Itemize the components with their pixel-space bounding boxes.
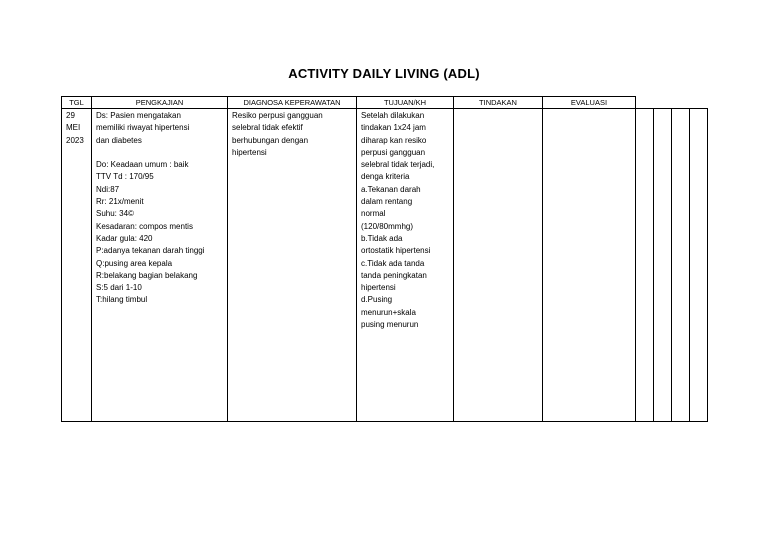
cell-extra	[654, 109, 672, 422]
do-line: Do: Keadaan umum : baik	[96, 160, 189, 170]
cell-extra	[636, 109, 654, 422]
do-line: Ndi:87	[96, 184, 120, 194]
tujuan-line: hipertensi	[361, 283, 396, 293]
header-tujuan: TUJUAN/KH	[357, 97, 454, 109]
tujuan-line: (120/80mmhg)	[361, 221, 414, 231]
do-line: S:5 dari 1-10	[96, 283, 142, 293]
page-title: ACTIVITY DAILY LIVING (ADL)	[288, 66, 480, 81]
do-line: R:belakang bagian belakang	[96, 270, 198, 280]
tujuan-line: pusing menurun	[361, 320, 419, 330]
header-empty	[690, 97, 708, 109]
tujuan-line: menurun+skala	[361, 307, 416, 317]
tujuan-line: tanda peningkatan	[361, 270, 427, 280]
do-line: Suhu: 34©	[96, 209, 134, 219]
cell-extra	[672, 109, 690, 422]
tujuan-line: perpusi gangguan	[361, 147, 426, 157]
tujuan-line: tindakan 1x24 jam	[361, 123, 426, 133]
do-line: T:hilang timbul	[96, 295, 148, 305]
do-line: Q:pusing area kepala	[96, 258, 173, 268]
header-row	[62, 97, 708, 109]
diagnosa-line: selebral tidak efektif	[232, 123, 303, 133]
tujuan-line: diharap kan resiko	[361, 135, 427, 145]
tujuan-line: d.Pusing	[361, 295, 393, 305]
tujuan-line: c.Tidak ada tanda	[361, 258, 425, 268]
tgl-line: 2023	[66, 135, 84, 145]
do-line: P:adanya tekanan darah tinggi	[96, 246, 205, 256]
tujuan-line: denga kriteria	[361, 172, 410, 182]
header-empty	[672, 97, 690, 109]
tujuan-line: normal	[361, 209, 386, 219]
tujuan-line: dalam rentang	[361, 197, 413, 207]
evaluasi-text	[543, 109, 635, 110]
diagnosa-line: hipertensi	[232, 147, 267, 157]
do-line: Kadar gula: 420	[96, 233, 153, 243]
header-tgl: TGL	[62, 97, 92, 109]
ds-line: dan diabetes	[96, 135, 142, 145]
cell-pengkajian	[92, 109, 228, 422]
do-line: Kesadaran: compos mentis	[96, 221, 193, 231]
do-line: TTV Td : 170/95	[96, 172, 154, 182]
cell-tgl	[62, 109, 92, 422]
header-diagnosa: DIAGNOSA KEPERAWATAN	[228, 97, 357, 109]
header-empty	[636, 97, 654, 109]
tgl-line: 29	[66, 111, 75, 120]
tgl-line: MEI	[66, 123, 81, 133]
cell-tindakan	[454, 109, 543, 422]
header-evaluasi: EVALUASI	[543, 97, 636, 109]
tujuan-line: selebral tidak terjadi,	[361, 160, 435, 170]
header-tindakan: TINDAKAN	[454, 97, 543, 109]
tujuan-line: a.Tekanan darah	[361, 184, 421, 194]
header-empty	[654, 97, 672, 109]
cell-evaluasi	[543, 109, 636, 422]
tindakan-text	[454, 109, 542, 110]
tujuan-line: Setelah dilakukan	[361, 111, 425, 120]
do-line: Rr: 21x/menit	[96, 197, 144, 207]
ds-line: Ds: Pasien mengatakan	[96, 111, 181, 120]
cell-extra	[690, 109, 708, 422]
header-pengkajian: PENGKAJIAN	[92, 97, 228, 109]
ds-line: memiliki riwayat hipertensi	[96, 123, 190, 133]
tujuan-line: b.Tidak ada	[361, 233, 403, 243]
cell-tujuan	[357, 109, 454, 422]
table-row	[62, 109, 708, 422]
tujuan-line: ortostatik hipertensi	[361, 246, 431, 256]
cell-diagnosa	[228, 109, 357, 422]
diagnosa-line: berhubungan dengan	[232, 135, 309, 145]
adl-table	[61, 96, 708, 422]
diagnosa-line: Resiko perpusi gangguan	[232, 111, 323, 120]
